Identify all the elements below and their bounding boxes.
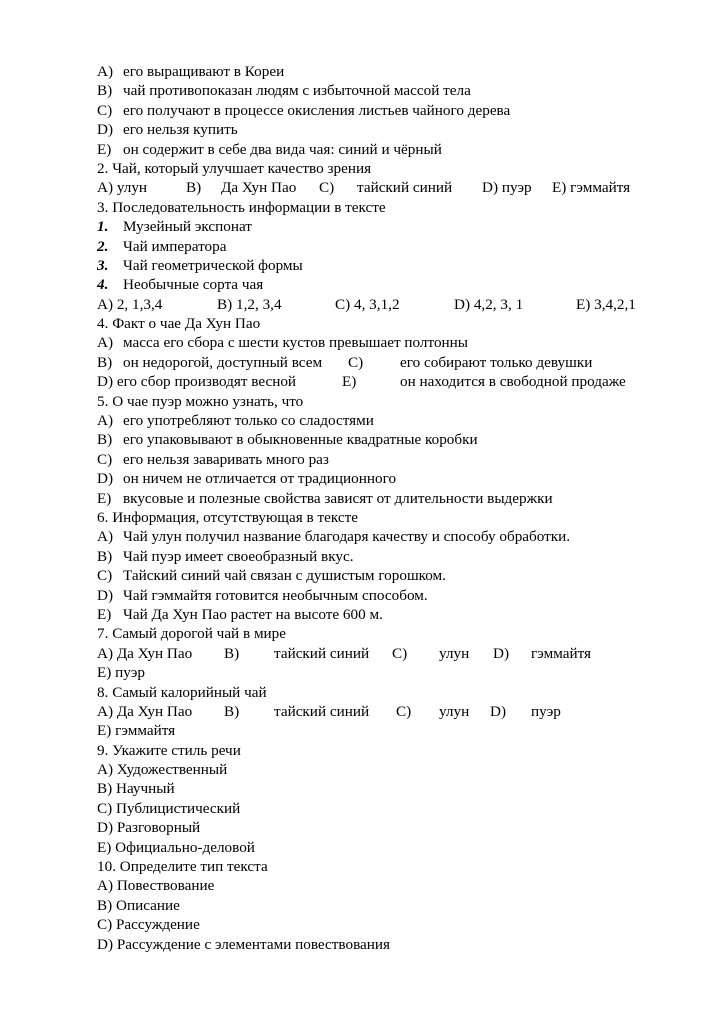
q2-option: Да Хун Пао [221,179,297,197]
item-text: Чай геометрической формы [123,256,303,274]
q8-option: тайский синий [274,702,370,720]
q2-option: тайский синий [357,179,453,197]
q9-option: E) Официально-деловой [97,838,255,856]
q10-option: A) Повествование [97,877,215,895]
option-text: его нельзя купить [123,121,238,139]
q3-options-row [97,295,657,314]
q5-title: 5. О чае пуэр можно узнать, что [97,392,304,410]
q10-title: 10. Определите тип текста [97,858,268,876]
q7-title: 7. Самый дорогой чай в мире [97,625,287,643]
option-marker: E) [342,373,357,391]
item-text: Необычные сорта чая [123,276,264,294]
q8-title: 8. Самый калорийный чай [97,683,267,701]
q6-option-e [97,605,657,624]
option-text: он содержит в себе два вида чая: синий и чёрный [123,140,442,158]
option-text: чай противопоказан людям с избыточной массой тела [123,82,471,100]
option-text: его получают в процессе окисления листьев чайного дерева [123,101,511,119]
option-marker: A) [97,334,114,352]
q2-option: D) пуэр [482,179,532,197]
option-marker: D) [97,470,114,488]
q3-title: 3. Последовательность информации в тексте [97,198,386,216]
option-marker: D) [97,121,114,139]
q6-option-d [97,586,657,605]
q3-option: D) 4,2, 3, 1 [454,295,524,313]
q1-option-b [97,81,657,100]
q8-option: пуэр [531,702,561,720]
item-number: 3. [97,256,109,274]
q7-option: A) Да Хун Пао [97,644,193,662]
q7-option: тайский синий [274,644,370,662]
option-text: Чай улун получил название благодаря качеству и способу обработки. [123,528,571,546]
q9-option: C) Публицистический [97,799,241,817]
option-text: вкусовые и полезные свойства зависят от длительности выдержки [123,489,553,507]
q7-options-row [97,644,657,663]
q6-option-c [97,566,657,585]
option-marker: E) [97,140,112,158]
q3-item [97,275,657,294]
option-text: он недорогой, доступный всем [123,353,323,371]
option-marker: B) [97,353,113,371]
q7-option-e: E) пуэр [97,664,145,682]
q8-option: улун [439,702,470,720]
q6-title: 6. Информация, отсутствующая в тексте [97,508,358,526]
q7-option: C) [392,644,408,662]
q3-option: C) 4, 3,1,2 [335,295,400,313]
q2-title: 2. Чай, который улучшает качество зрения [97,159,372,177]
q8-option-e: E) гэммайтя [97,722,176,740]
q2-options-row [97,178,657,197]
option-marker: B) [97,547,113,565]
q2-option: C) [319,179,335,197]
option-text: масса его сбора с шести кустов превышает полтонны [123,334,469,352]
item-text: Музейный экспонат [123,218,252,236]
option-text: его выращивают в Кореи [123,63,285,80]
q3-option: B) 1,2, 3,4 [217,295,282,313]
q8-option: B) [224,702,240,720]
q2-option: E) гэммайтя [552,179,631,197]
q10-option: B) Описание [97,896,180,914]
option-text: он находится в свободной продаже [400,373,626,391]
q8-option: D) [490,702,507,720]
option-marker: A) [97,528,114,546]
option-marker: A) [97,412,114,430]
q5-option-e [97,489,657,508]
item-number: 1. [97,218,109,236]
q5-option-a [97,411,657,430]
q1-option-a [97,62,657,81]
q7-option: D) [493,644,510,662]
q7-option: улун [439,644,470,662]
q3-item [97,217,657,236]
q1-option-c [97,101,657,120]
q9-option: D) Разговорный [97,819,201,837]
item-text: Чай императора [123,237,227,255]
q9-option: A) Художественный [97,761,228,779]
test-page [97,62,657,954]
option-marker: C) [348,353,364,371]
option-marker: E) [97,605,112,623]
q10-option: D) Рассуждение с элементами повествования [97,935,391,953]
q1-option-d [97,120,657,139]
option-text: он ничем не отличается от традиционного [123,470,397,488]
q4-option-b-c [97,353,657,372]
q1-option-e [97,140,657,159]
option-marker: D) [97,586,114,604]
option-marker: E) [97,489,112,507]
option-marker: C) [97,450,113,468]
option-text: D) его сбор производят весной [97,373,297,391]
q4-title: 4. Факт о чае Да Хун Пао [97,315,261,333]
q7-option: гэммайтя [531,644,592,662]
q4-option-d-e [97,372,657,391]
q9-option: B) Научный [97,780,175,798]
q5-option-c [97,450,657,469]
option-marker: C) [97,567,113,585]
option-marker: C) [97,101,113,119]
q7-option: B) [224,644,240,662]
q8-options-row [97,702,657,721]
item-number: 2. [97,237,109,255]
option-text: его собирают только девушки [400,353,593,371]
option-text: Чай гэммайтя готовится необычным способом. [123,586,428,604]
option-text: его упаковывают в обыкновенные квадратные коробки [123,431,478,449]
q5-option-b [97,430,657,449]
q5-option-d [97,469,657,488]
option-marker: A) [97,63,114,80]
item-number: 4. [97,276,109,294]
q3-item [97,256,657,275]
q2-option: B) [186,179,202,197]
q6-option-a [97,527,657,546]
option-text: его употребляют только со сладостями [123,412,374,430]
q9-title: 9. Укажите стиль речи [97,741,241,759]
q4-option-a [97,333,657,352]
q6-option-b [97,547,657,566]
q3-item [97,237,657,256]
option-text: Чай Да Хун Пао растет на высоте 600 м. [123,605,383,623]
option-marker: B) [97,82,113,100]
q8-option: C) [396,702,412,720]
q3-option: E) 3,4,2,1 [576,295,636,313]
q2-option: A) улун [97,179,148,197]
q10-option: C) Рассуждение [97,916,200,934]
option-marker: B) [97,431,113,449]
q3-option: A) 2, 1,3,4 [97,295,163,313]
option-text: его нельзя заваривать много раз [123,450,329,468]
option-text: Чай пуэр имеет своеобразный вкус. [123,547,354,565]
option-text: Тайский синий чай связан с душистым горошком. [123,567,446,585]
q8-option: A) Да Хун Пао [97,702,193,720]
